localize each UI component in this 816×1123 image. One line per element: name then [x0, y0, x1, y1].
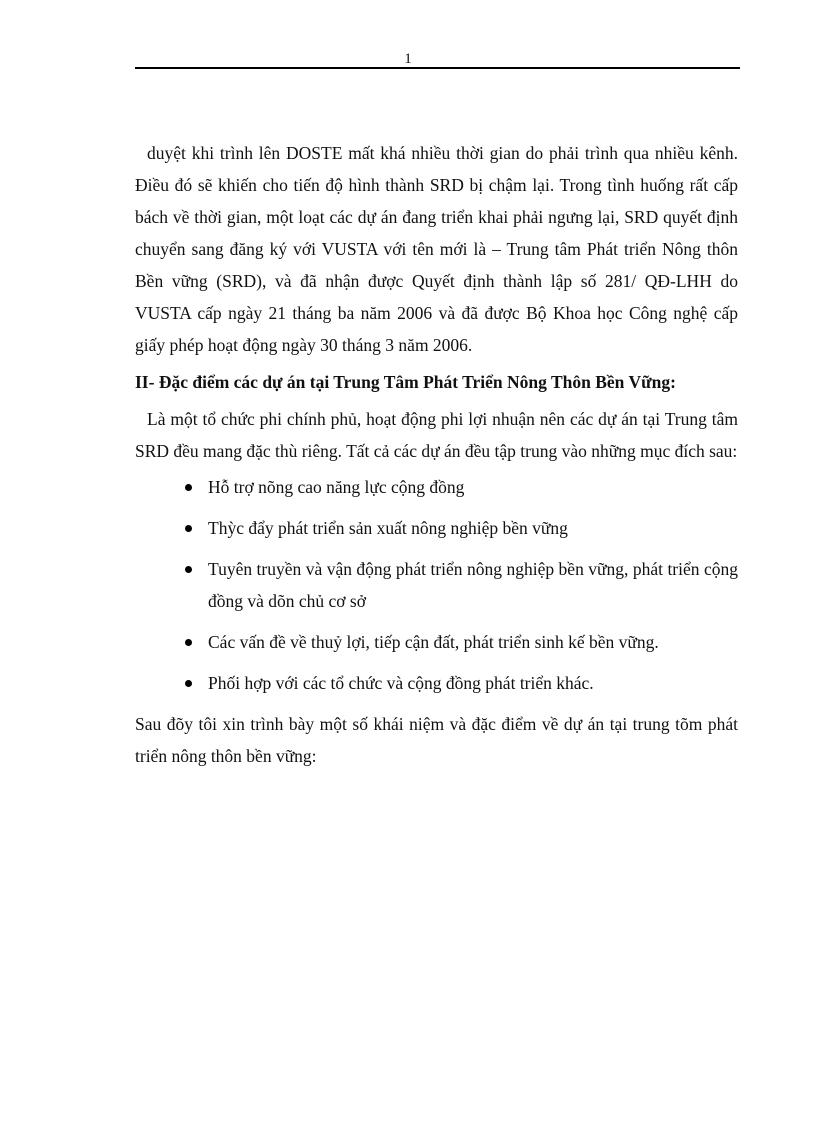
list-item [135, 626, 738, 658]
list-item-text: Tuyên truyền và vận động phát triển nông nghiệp bền vững, phát triển cộng đồng và dõn chủ cơ sở [208, 559, 738, 611]
list-item-text: Các vấn đề về thuỷ lợi, tiếp cận đất, phát triển sinh kế bền vững. [208, 632, 659, 652]
document-body [135, 137, 738, 776]
body-paragraph-3: Sau đõy tôi xin trình bày một số khái niệm và đặc điểm về dự án tại trung tõm phát triển nông thôn bền vững: [135, 714, 738, 766]
bullet-icon [185, 566, 192, 573]
list-item-text: Phối hợp với các tổ chức và cộng đồng phát triển khác. [208, 673, 594, 693]
list-item [135, 471, 738, 503]
bullet-list [135, 471, 738, 699]
list-item [135, 667, 738, 699]
bullet-icon [185, 484, 192, 491]
page-number: 1 [404, 51, 412, 67]
section-heading: II- Đặc điểm các dự án tại Trung Tâm Phát Triển Nông Thôn Bền Vững: [135, 372, 676, 392]
body-paragraph-2: Là một tổ chức phi chính phủ, hoạt động phi lợi nhuận nên các dự án tại Trung tâm SRD đều mang đặc thù riêng. Tất cả các dự án đều tập trung vào những mục đích sau: [135, 409, 738, 461]
list-item-text: Thỳc đẩy phát triển sản xuất nông nghiệp bền vững [208, 518, 568, 538]
list-item [135, 512, 738, 544]
bullet-icon [185, 639, 192, 646]
body-paragraph-1: duyệt khi trình lên DOSTE mất khá nhiều thời gian do phải trình qua nhiều kênh. Điều đó sẽ khiến cho tiến độ hình thành SRD bị chậm lại. Trong tình huống rất cấp bách về thời gian, một loạt các dự án đang triển khai phải ngưng lại, SRD quyết định chuyển sang đăng ký với VUSTA với tên mới là – Trung tâm Phát triển Nông thôn Bền vững (SRD), và đã nhận được Quyết định thành lập số 281/ QĐ-LHH do VUSTA cấp ngày 21 tháng ba năm 2006 và đã được Bộ Khoa học Công nghệ cấp giấy phép hoạt động ngày 30 tháng 3 năm 2006. [135, 143, 738, 355]
bullet-icon [185, 680, 192, 687]
header-rule [135, 67, 740, 69]
bullet-icon [185, 525, 192, 532]
list-item-text: Hỗ trợ nõng cao năng lực cộng đồng [208, 477, 465, 497]
list-item [135, 553, 738, 617]
